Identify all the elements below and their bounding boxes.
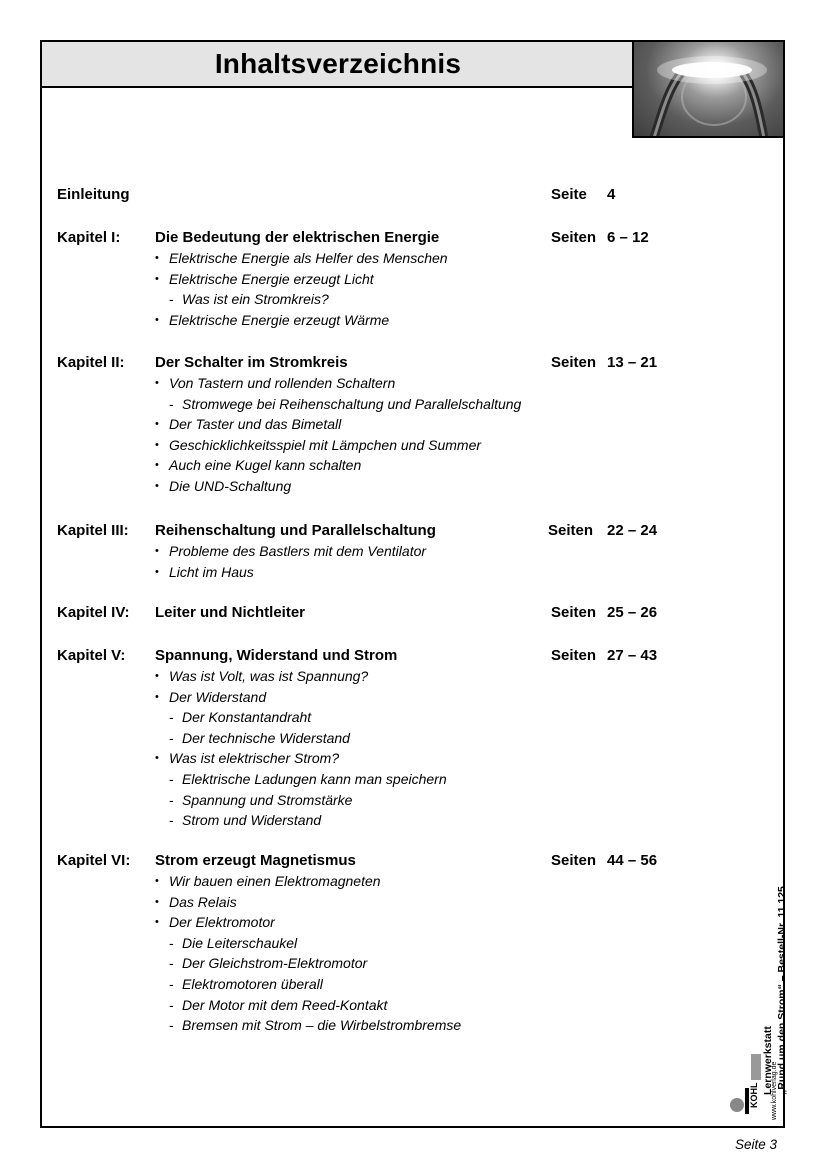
page-range: 44 – 56 bbox=[607, 852, 658, 869]
chapter-title: Leiter und Nichtleiter bbox=[155, 604, 306, 621]
dash-icon: - bbox=[169, 975, 174, 992]
subtopic-text: Von Tastern und rollenden Schaltern bbox=[169, 375, 396, 391]
subtopic-text: Stromwege bei Reihenschaltung und Parallelschaltung bbox=[182, 395, 522, 412]
chapter-title: Der Schalter im Stromkreis bbox=[155, 354, 348, 371]
bullet-icon: • bbox=[155, 916, 159, 929]
subtopic-item bbox=[0, 248, 827, 269]
subtopic-item bbox=[0, 435, 827, 456]
subtopic-item bbox=[0, 289, 827, 310]
bullet-icon: • bbox=[155, 313, 159, 326]
subtopic-item bbox=[0, 476, 827, 497]
subtopic-item bbox=[0, 1015, 827, 1036]
subtopic-item bbox=[0, 912, 827, 933]
page-range: 6 – 12 bbox=[607, 229, 649, 246]
page-number: Seite 3 bbox=[734, 1137, 777, 1152]
subtopic-text: Was ist Volt, was ist Spannung? bbox=[169, 668, 369, 684]
page-word: Seiten bbox=[551, 647, 597, 664]
page-range: 27 – 43 bbox=[607, 647, 658, 664]
dash-icon: - bbox=[169, 709, 174, 726]
subtopic-text: Spannung und Stromstärke bbox=[182, 791, 353, 808]
bullet-icon: • bbox=[155, 875, 159, 887]
subtopic-item bbox=[0, 455, 827, 476]
bullet-icon: • bbox=[155, 377, 159, 389]
dash-icon: - bbox=[169, 395, 174, 412]
subtopic-item bbox=[0, 953, 827, 974]
subtopic-text: Der Taster und das Bimetall bbox=[169, 416, 342, 433]
bullet-icon: • bbox=[155, 459, 159, 472]
chapter-title: Strom erzeugt Magnetismus bbox=[155, 852, 356, 869]
subtopic-text: Was ist elektrischer Strom? bbox=[169, 750, 340, 767]
dash-icon: - bbox=[169, 812, 174, 829]
page-range: 13 – 21 bbox=[607, 354, 658, 371]
subtopic-item bbox=[0, 373, 827, 394]
subtopic-text: Bremsen mit Strom – die Wirbelstrombremse bbox=[182, 1017, 462, 1034]
dash-icon: - bbox=[169, 291, 174, 308]
series-label: Lernwerkstatt bbox=[762, 1026, 774, 1095]
bullet-icon: • bbox=[155, 438, 159, 451]
subtopic-list bbox=[0, 541, 827, 582]
bullet-icon: • bbox=[155, 418, 159, 431]
electric-arc-image bbox=[632, 42, 783, 138]
subtopic-text: Elektrische Energie erzeugt Licht bbox=[169, 270, 374, 287]
bullet-icon: • bbox=[155, 252, 159, 264]
dash-icon: - bbox=[169, 955, 174, 972]
subtopic-list bbox=[0, 373, 827, 497]
subtopic-text: Der Gleichstrom-Elektromotor bbox=[182, 955, 368, 972]
subtopic-item bbox=[0, 974, 827, 995]
subtopic-item bbox=[0, 892, 827, 913]
subtopic-text: Was ist ein Stromkreis? bbox=[182, 291, 329, 308]
subtopic-text: Der Widerstand bbox=[169, 688, 267, 705]
subtopic-text: Die UND-Schaltung bbox=[169, 477, 292, 494]
page-range: 22 – 24 bbox=[607, 522, 658, 539]
chapter-title: Spannung, Widerstand und Strom bbox=[155, 647, 398, 664]
subtopic-text: Der Elektromotor bbox=[169, 914, 275, 931]
dash-icon: - bbox=[169, 996, 174, 1013]
subtopic-text: Strom und Widerstand bbox=[182, 812, 322, 829]
page-word: Seiten bbox=[551, 604, 597, 621]
dash-icon: - bbox=[169, 791, 174, 808]
chapter-title: Reihenschaltung und Parallelschaltung bbox=[155, 522, 436, 539]
bullet-icon: • bbox=[155, 690, 159, 703]
subtopic-text: Die Leiterschaukel bbox=[182, 934, 298, 951]
subtopic-item bbox=[0, 871, 827, 892]
subtopic-item bbox=[0, 769, 827, 790]
subtopic-text: Wir bauen einen Elektromagneten bbox=[169, 873, 381, 889]
subtopic-text: Der technische Widerstand bbox=[182, 729, 350, 746]
chapter-label: Kapitel IV: bbox=[57, 604, 130, 621]
page-range: 4 bbox=[607, 186, 616, 203]
subtopic-text: Elektrische Energie als Helfer des Menschen bbox=[169, 250, 448, 266]
bullet-icon: • bbox=[155, 895, 159, 908]
subtopic-item bbox=[0, 728, 827, 749]
subtopic-text: Auch eine Kugel kann schalten bbox=[169, 457, 362, 474]
subtopic-item bbox=[0, 748, 827, 769]
page-word: Seiten bbox=[551, 354, 597, 371]
subtopic-text: Geschicklichkeitsspiel mit Lämpchen und Summer bbox=[169, 436, 482, 453]
order-number: „Rund um den Strom“ – Bestell-Nr. 11 125 bbox=[776, 886, 788, 1095]
subtopic-text: Elektrische Energie erzeugt Wärme bbox=[169, 311, 390, 328]
chapter-label: Kapitel I: bbox=[57, 229, 121, 246]
subtopic-text: Der Motor mit dem Reed-Kontakt bbox=[182, 996, 388, 1013]
bullet-icon: • bbox=[155, 565, 159, 578]
subtopic-item bbox=[0, 707, 827, 728]
bullet-icon: • bbox=[155, 272, 159, 285]
subtopic-text: Licht im Haus bbox=[169, 563, 254, 580]
bullet-icon: • bbox=[155, 752, 159, 765]
chapter-label: Kapitel V: bbox=[57, 647, 126, 664]
dash-icon: - bbox=[169, 729, 174, 746]
page-word: Seiten bbox=[548, 522, 594, 539]
subtopic-text: Der Konstantandraht bbox=[182, 709, 312, 726]
chapter-label: Einleitung bbox=[57, 186, 130, 203]
subtopic-item bbox=[0, 810, 827, 831]
dash-icon: - bbox=[169, 934, 174, 951]
title-bar bbox=[42, 42, 636, 88]
subtopic-item bbox=[0, 269, 827, 290]
subtopic-item bbox=[0, 666, 827, 687]
chapter-label: Kapitel III: bbox=[57, 522, 129, 539]
subtopic-text: Elektrische Ladungen kann man speichern bbox=[182, 770, 447, 787]
subtopic-item bbox=[0, 933, 827, 954]
subtopic-list bbox=[0, 871, 827, 1036]
subtopic-item bbox=[0, 394, 827, 415]
subtopic-list bbox=[0, 248, 827, 330]
subtopic-item bbox=[0, 687, 827, 708]
subtopic-text: Elektromotoren überall bbox=[182, 975, 323, 992]
subtopic-text: Das Relais bbox=[169, 893, 237, 910]
page-title: Inhaltsverzeichnis bbox=[214, 48, 462, 79]
chapter-title: Die Bedeutung der elektrischen Energie bbox=[155, 229, 440, 246]
bullet-icon: • bbox=[155, 545, 159, 557]
chapter-label: Kapitel VI: bbox=[57, 852, 131, 869]
bullet-icon: • bbox=[155, 670, 159, 682]
subtopic-item bbox=[0, 541, 827, 562]
bullet-icon: • bbox=[155, 479, 159, 492]
subtopic-item bbox=[0, 310, 827, 331]
page-word: Seite bbox=[551, 186, 587, 203]
page-word: Seiten bbox=[551, 852, 597, 869]
subtopic-item bbox=[0, 414, 827, 435]
subtopic-text: Probleme des Bastlers mit dem Ventilator bbox=[169, 543, 427, 559]
page-range: 25 – 26 bbox=[607, 604, 658, 621]
page-word: Seiten bbox=[551, 229, 597, 246]
chapter-label: Kapitel II: bbox=[57, 354, 125, 371]
publisher-url: www.kohlverlag.de bbox=[771, 1061, 778, 1120]
publisher-name: KOHL bbox=[749, 1082, 759, 1108]
subtopic-list bbox=[0, 666, 827, 831]
subtopic-item bbox=[0, 562, 827, 583]
dash-icon: - bbox=[169, 1017, 174, 1034]
subtopic-item bbox=[0, 790, 827, 811]
dash-icon: - bbox=[169, 770, 174, 787]
subtopic-item bbox=[0, 995, 827, 1016]
